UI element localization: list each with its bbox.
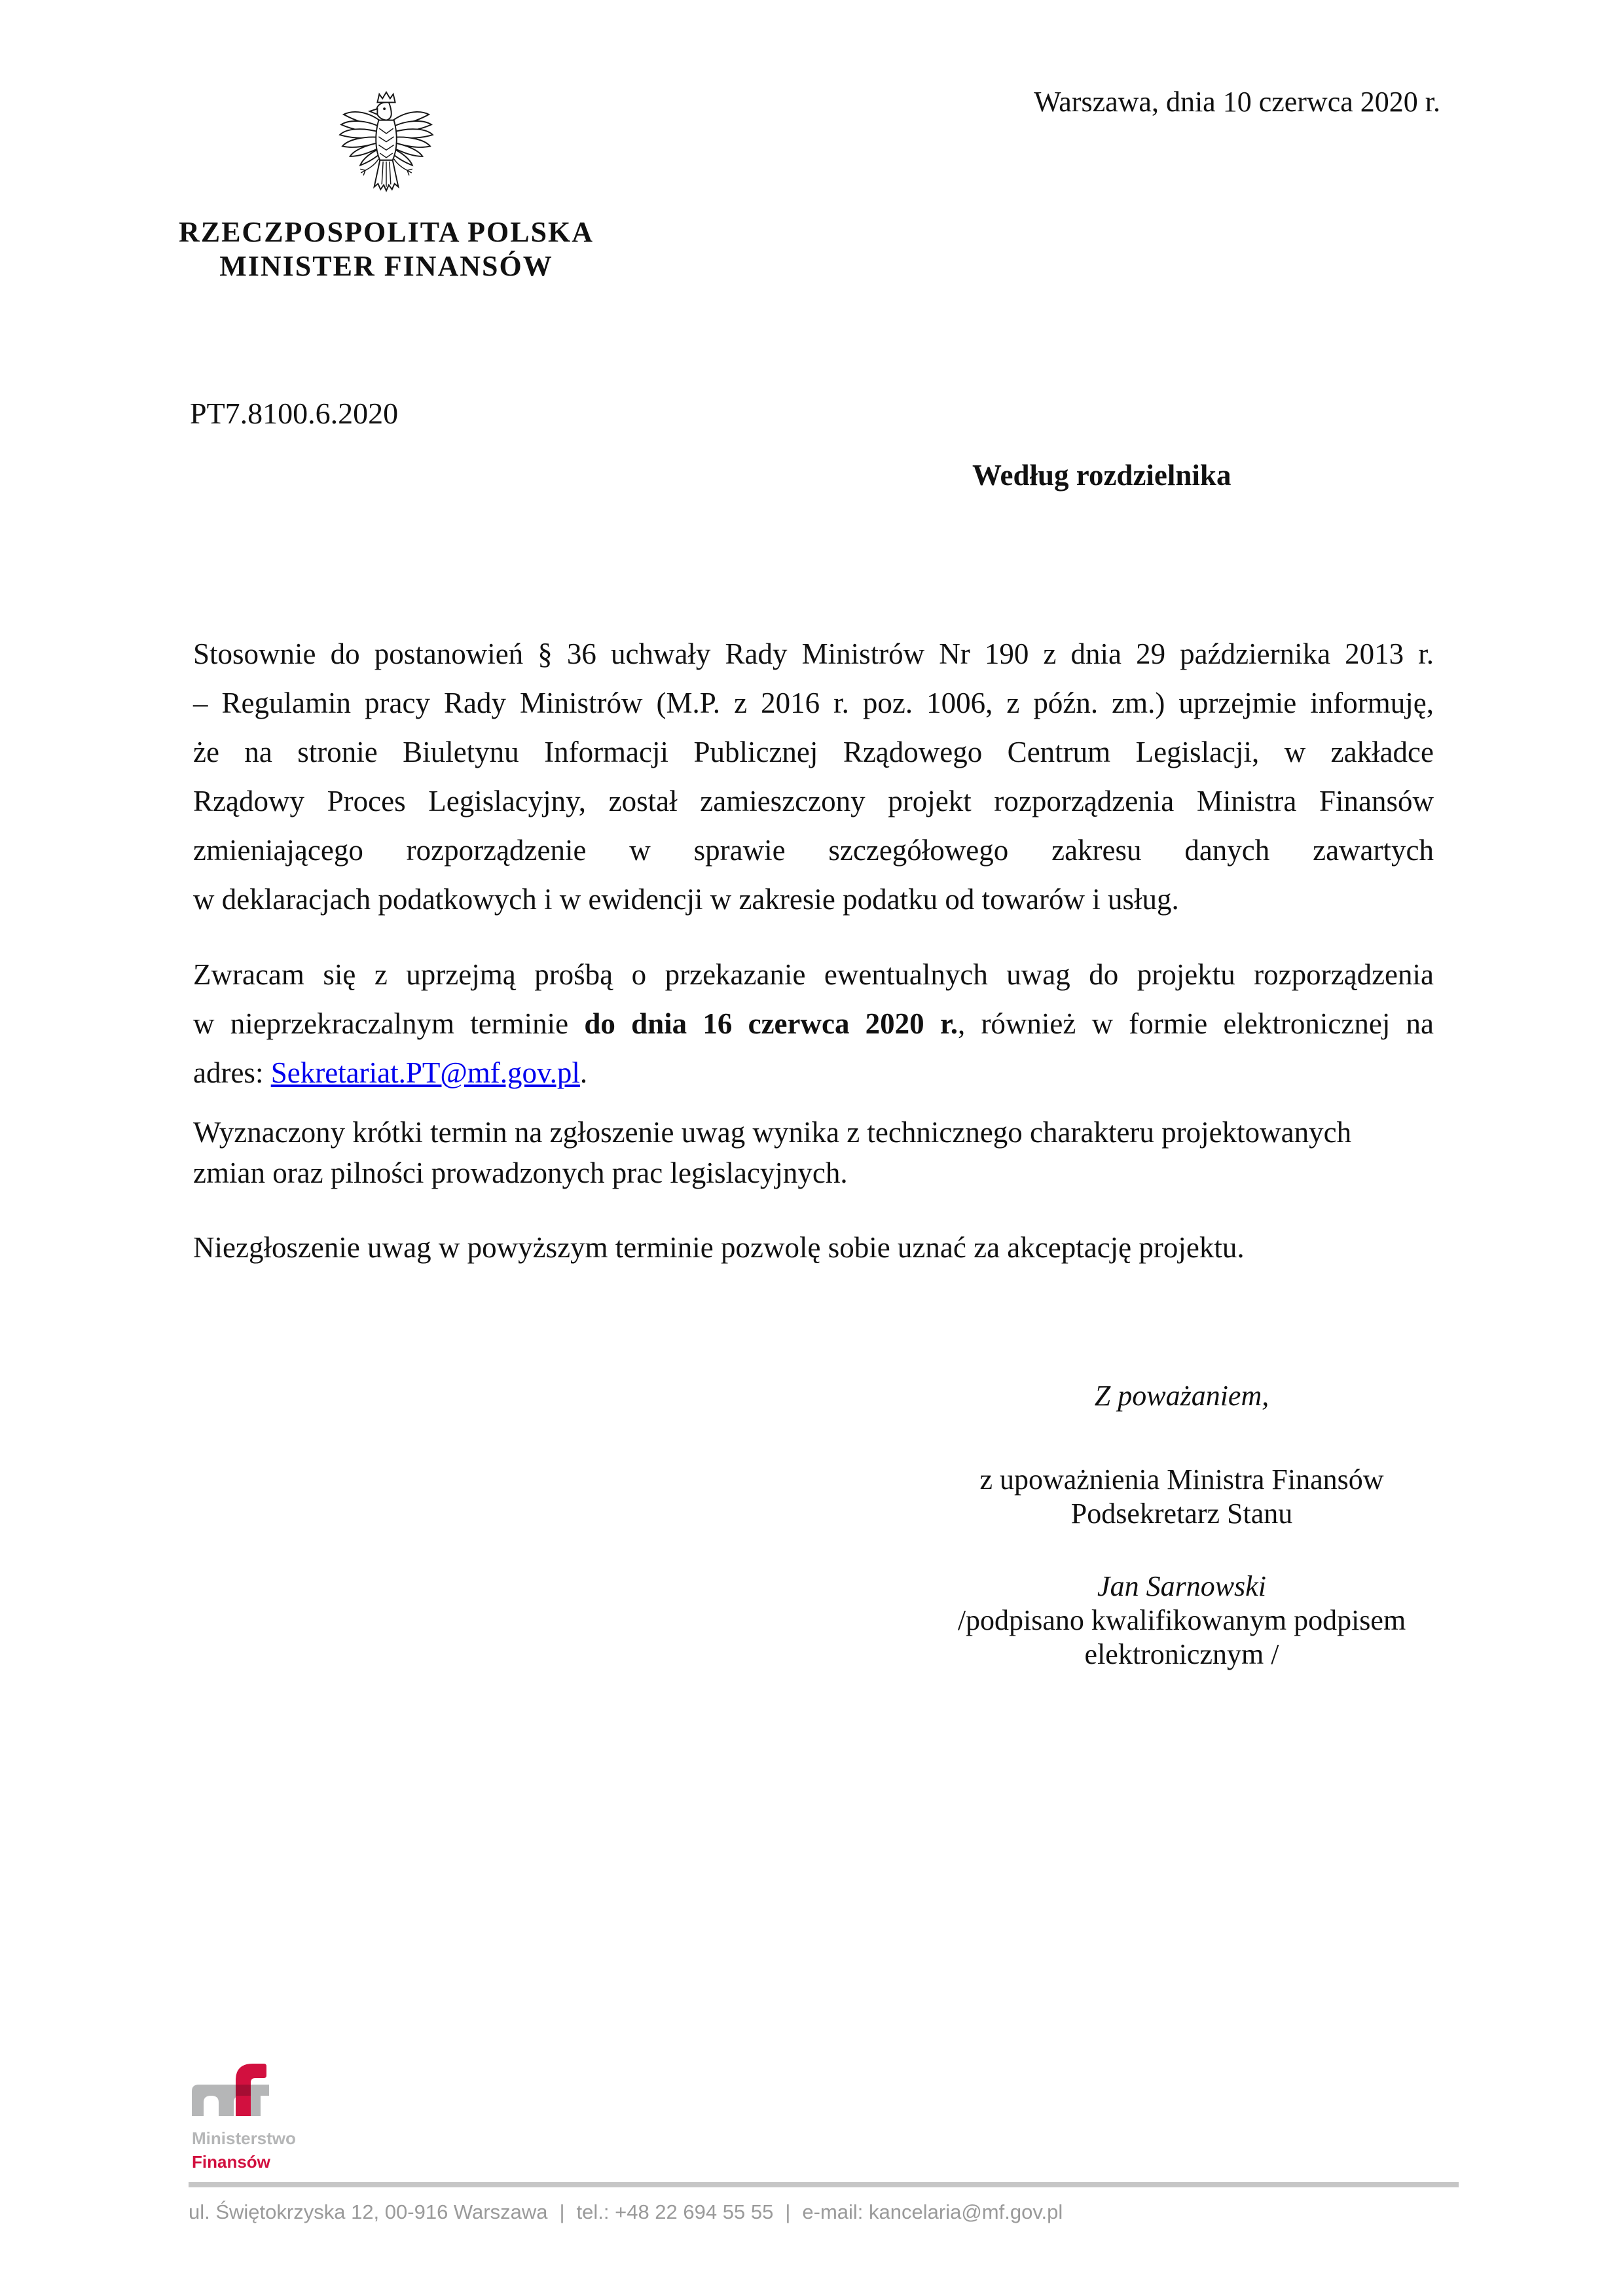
ministry-logo-icon [192, 2060, 274, 2123]
body-line: Rządowy Proces Legislacyjny, został zamieszczony projekt rozporządzenia Ministra Finansów [193, 785, 1434, 817]
footer-street-address: ul. Świętokrzyska 12, 00-916 Warszawa [189, 2200, 548, 2223]
paragraph-3 [193, 1112, 1434, 1193]
ministry-logo-word-top: Ministerstwo [192, 2128, 296, 2148]
electronic-signature-note: elektronicznym / [1084, 1638, 1279, 1670]
electronic-signature-note: /podpisano kwalifikowanym podpisem [957, 1604, 1406, 1636]
body-line: zmieniającego rozporządzenie w sprawie szczegółowego zakresu danych zawartych [193, 834, 1434, 867]
date-line: Warszawa, dnia 10 czerwca 2020 r. [1034, 86, 1440, 118]
minister-title: MINISTER FINANSÓW [219, 250, 553, 282]
footer-separator: | [559, 2200, 565, 2223]
body-line: Zwracam się z uprzejmą prośbą o przekazanie ewentualnych uwag do projektu rozporządzenia [193, 958, 1434, 991]
body-line: – Regulamin pracy Rady Ministrów (M.P. z 2016 r. poz. 1006, z późn. zm.) uprzejmie informuję, [193, 687, 1434, 719]
letterhead [160, 90, 612, 283]
authorization-line: z upoważnienia Ministra Finansów [979, 1463, 1384, 1496]
signature-block [854, 1378, 1509, 1672]
footer-divider [189, 2182, 1459, 2187]
email-link[interactable]: Sekretariat.PT@mf.gov.pl [270, 1056, 580, 1089]
body-line: Stosownie do postanowień § 36 uchwały Rady Ministrów Nr 190 z dnia 29 października 2013 r. [193, 637, 1434, 670]
body-line [193, 999, 1434, 1049]
signer-title: Podsekretarz Stanu [1070, 1498, 1293, 1530]
body-line: zmian oraz pilności prowadzonych prac legislacyjnych. [193, 1157, 848, 1189]
ministry-logo-word-bottom: Finansów [192, 2152, 270, 2172]
paragraph-1 [193, 630, 1434, 924]
footer-email: e-mail: kancelaria@mf.gov.pl [802, 2200, 1063, 2223]
body-line: że na stronie Biuletynu Informacji Publicznej Rządowego Centrum Legislacji, w zakładce [193, 736, 1434, 768]
body-line [193, 1049, 1434, 1098]
deadline-suffix: , również w formie elektronicznej na [957, 1007, 1434, 1040]
body-line: Wyznaczony krótki termin na zgłoszenie uwag wynika z technicznego charakteru projektowanych [193, 1116, 1352, 1149]
email-label: adres: [193, 1056, 271, 1089]
paragraph-2 [193, 950, 1434, 1098]
footer-contact-line [189, 2200, 1459, 2224]
distribution-note: Według rozdzielnika [972, 459, 1231, 492]
deadline-prefix: w nieprzekraczalnym terminie [193, 1007, 585, 1040]
body-line: w deklaracjach podatkowych i w ewidencji w zakresie podatku od towarów i usług. [193, 883, 1179, 916]
email-period: . [579, 1056, 588, 1089]
coat-of-arms-eagle-icon [337, 90, 435, 198]
closing-phrase: Z poważaniem, [1094, 1380, 1269, 1412]
reference-number: PT7.8100.6.2020 [190, 397, 399, 430]
paragraph-4 [193, 1227, 1434, 1268]
footer-phone: tel.: +48 22 694 55 55 [576, 2200, 774, 2223]
deadline-date: do dnia 16 czerwca 2020 r. [584, 1007, 958, 1040]
signer-name: Jan Sarnowski [1097, 1570, 1266, 1602]
footer-separator: | [785, 2200, 791, 2223]
body-line: Niezgłoszenie uwag w powyższym terminie pozwolę sobie uznać za akceptację projektu. [193, 1231, 1245, 1264]
republic-title: RZECZPOSPOLITA POLSKA [178, 216, 594, 248]
